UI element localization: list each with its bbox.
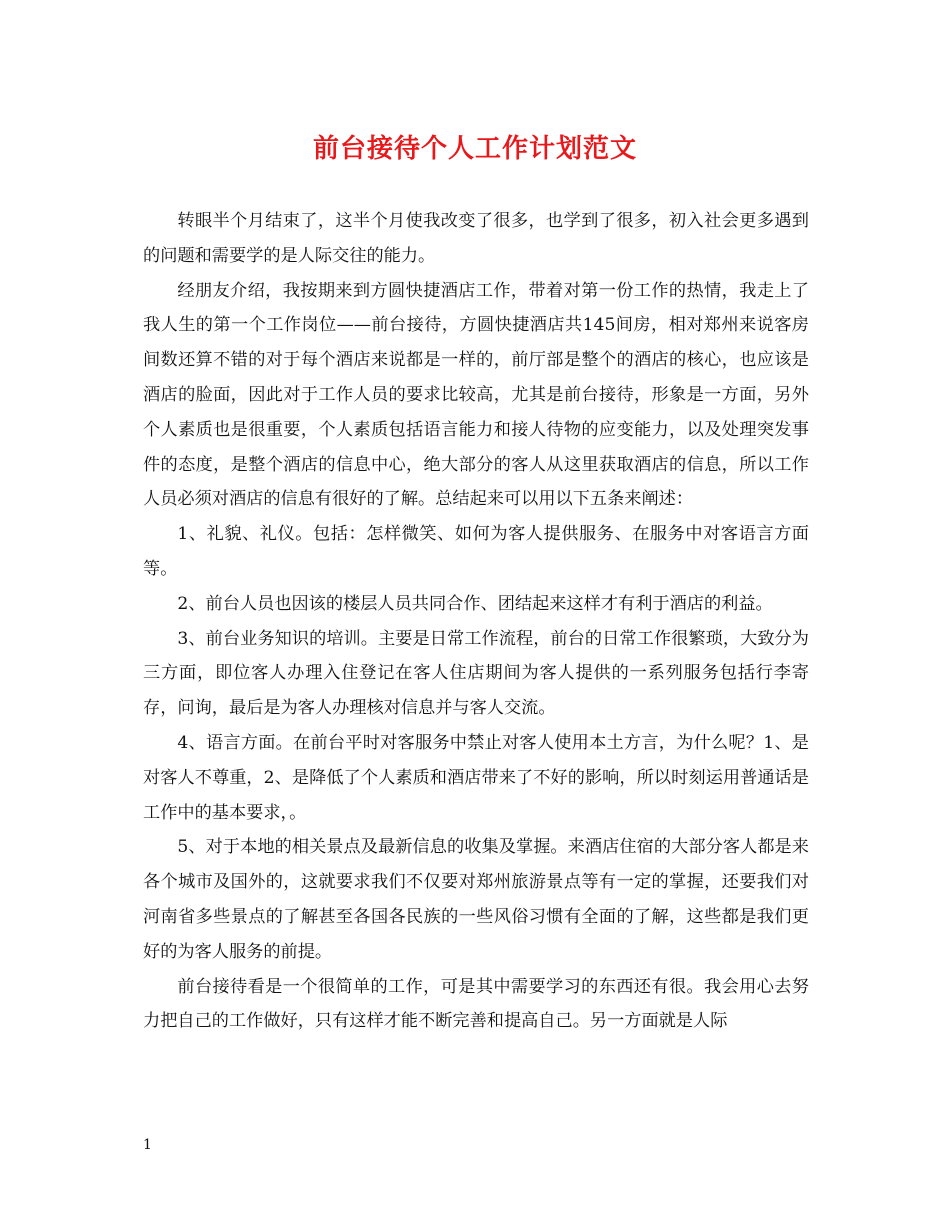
- paragraph: 5、对于本地的相关景点及最新信息的收集及掌握。来酒店住宿的大部分客人都是来各个城市及国外的，这就要求我们不仅要对郑州旅游景点等有一定的掌握，还要我们对河南省多些景点的了解甚至各国各民族的一些风俗习惯有全面的了解，这些都是我们更好的为客人服务的前提。: [143, 837, 809, 962]
- paragraph: 前台接待看是一个很简单的工作，可是其中需要学习的东西还有很。我会用心去努力把自己的工作做好，只有这样才能不断完善和提高自己。另一方面就是人际: [143, 976, 809, 1032]
- document-title: 前台接待个人工作计划范文: [312, 134, 637, 164]
- paragraph: 经朋友介绍，我按期来到方圆快捷酒店工作，带着对第一份工作的热情，我走上了我人生的第一个工作岗位——前台接待，方圆快捷酒店共145间房，相对郑州来说客房间数还算不错的对于每个酒店来说都是一样的，前厅部是整个的酒店的核心，也应该是酒店的脸面，因此对于工作人员的要求比较高，尤其是前台接待，形象是一方面，另外个人素质也是很重要，个人素质包括语言能力和接人待物的应变能力，以及处理突发事件的态度，是整个酒店的信息中心，绝大部分的客人从这里获取酒店的信息，所以工作人员必须对酒店的信息有很好的了解。总结起来可以用以下五条来阐述：: [143, 280, 809, 510]
- document-body: [143, 204, 809, 1039]
- paragraph: 1、礼貌、礼仪。包括：怎样微笑、如何为客人提供服务、在服务中对客语言方面等。: [143, 524, 809, 579]
- paragraph: 2、前台人员也因该的楼层人员共同合作、团结起来这样才有利于酒店的利益。: [177, 593, 773, 614]
- page-number: 1: [143, 1137, 152, 1153]
- paragraph: 转眼半个月结束了，这半个月使我改变了很多，也学到了很多，初入社会更多遇到的问题和需要学的是人际交往的能力。: [143, 211, 809, 266]
- paragraph: 3、前台业务知识的培训。主要是日常工作流程，前台的日常工作很繁琐，大致分为三方面，即位客人办理入住登记在客人住店期间为客人提供的一系列服务包括行李寄存，问询，最后是为客人办理核对信息并与客人交流。: [143, 628, 809, 719]
- paragraph: 4、语言方面。在前台平时对客服务中禁止对客人使用本土方言，为什么呢？1、是对客人不尊重，2、是降低了个人素质和酒店带来了不好的影响，所以时刻运用普通话是工作中的基本要求，。: [143, 732, 809, 823]
